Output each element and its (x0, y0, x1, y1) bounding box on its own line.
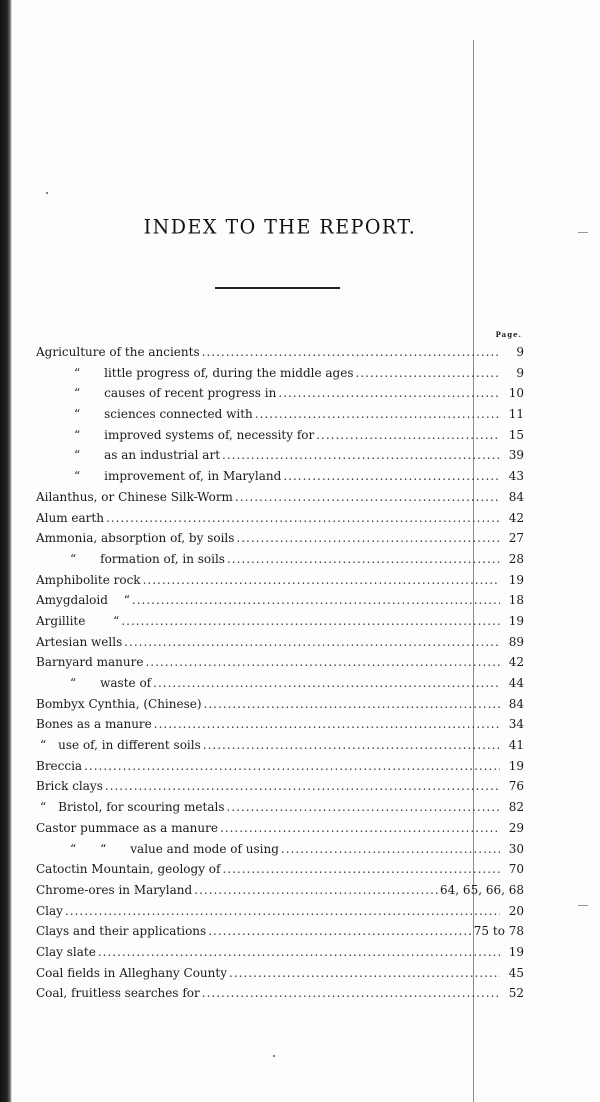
leader-dots (132, 590, 500, 611)
leader-dots (222, 445, 500, 466)
entry-label: “ waste of (70, 676, 152, 690)
entry-label: Agriculture of the ancients (36, 345, 200, 359)
entry-page: 42 (508, 655, 524, 670)
leader-dots (145, 652, 500, 673)
entry-page: 11 (508, 407, 524, 422)
entry-label: Amygdaloid “ (36, 593, 130, 608)
index-entry (36, 694, 524, 715)
entry-label: Castor pummace as a manure (36, 820, 218, 835)
index-entry (36, 570, 524, 591)
entry-page: 27 (508, 531, 524, 546)
entry-label: Ammonia, absorption of, by soils (36, 531, 235, 546)
entry-page: 41 (508, 738, 524, 753)
leader-dots (154, 714, 500, 735)
index-entry (36, 487, 524, 508)
entry-page: 18 (508, 593, 524, 608)
entry-label: Brick clays (36, 779, 103, 794)
index-entry (36, 963, 524, 984)
page-column-header: Page. (495, 330, 522, 339)
entry-page: 64, 65, 66, 68 (440, 882, 524, 897)
leader-dots (202, 342, 500, 363)
ink-speck (46, 192, 48, 194)
entry-page: 75 to 78 (473, 924, 524, 939)
entry-label: Coal fields in Alleghany County (36, 965, 227, 980)
leader-dots (202, 983, 500, 1004)
leader-dots (124, 632, 500, 653)
entry-label: “ “ value and mode of using (70, 841, 279, 856)
leader-dots (153, 673, 500, 694)
ink-speck (273, 1055, 275, 1057)
entry-label: “ sciences connected with (74, 407, 253, 422)
leader-dots (236, 528, 500, 549)
entry-page: 30 (508, 841, 524, 856)
leader-dots (235, 487, 500, 508)
index-entry (36, 942, 524, 963)
page-title: INDEX TO THE REPORT. (143, 215, 417, 239)
entry-label: Argillite “ (36, 613, 120, 628)
entry-page: 70 (508, 862, 524, 877)
index-entry (36, 404, 524, 425)
entry-page: 43 (508, 469, 524, 484)
entry-label: Barnyard manure (36, 655, 144, 670)
entry-label: “ as an industrial art (74, 448, 221, 463)
entry-label: “ improved systems of, necessity for (74, 427, 315, 442)
index-entry (36, 445, 524, 466)
leader-dots (229, 963, 500, 984)
title-rule (215, 287, 340, 289)
leader-dots (98, 942, 500, 963)
index-entry (36, 756, 524, 777)
entry-label: “ use of, in different soils (40, 738, 201, 753)
index-entry (36, 508, 524, 529)
index-entry (36, 549, 524, 570)
entry-page: 9 (516, 345, 524, 359)
entry-label: “ improvement of, in Maryland (74, 469, 282, 484)
entry-label: Catoctin Mountain, geology of (36, 862, 221, 877)
leader-dots (255, 404, 500, 425)
index-entry (36, 880, 524, 901)
entry-page: 39 (508, 448, 524, 463)
leader-dots (283, 466, 500, 487)
leader-dots (194, 880, 438, 901)
index-entry (36, 383, 524, 404)
index-entry (36, 652, 524, 673)
entry-page: 28 (508, 551, 524, 566)
index-list (36, 342, 524, 1004)
entry-label: Ailanthus, or Chinese Silk-Worm (36, 489, 233, 504)
index-entry (36, 776, 524, 797)
index-entry (36, 983, 524, 1004)
index-entry (36, 363, 524, 384)
leader-dots (203, 735, 500, 756)
entry-label: Clay (36, 903, 63, 918)
entry-page: 76 (508, 779, 524, 794)
entry-page: 15 (508, 427, 524, 442)
leader-dots (220, 818, 500, 839)
index-entry (36, 590, 524, 611)
index-entry (36, 735, 524, 756)
leader-dots (121, 611, 500, 632)
entry-page: 29 (508, 820, 524, 835)
leader-dots (227, 549, 500, 570)
entry-label: Coal, fruitless searches for (36, 986, 200, 1001)
entry-label: “ little progress of, during the middle ages (74, 365, 354, 380)
leader-dots (84, 756, 500, 777)
entry-label: Clay slate (36, 944, 96, 959)
entry-page: 84 (508, 696, 524, 711)
entry-page: 84 (508, 489, 524, 504)
index-entry (36, 714, 524, 735)
entry-page: 34 (508, 717, 524, 732)
index-entry (36, 342, 524, 363)
leader-dots (227, 797, 501, 818)
index-entry (36, 425, 524, 446)
leader-dots (355, 363, 500, 384)
leader-dots (143, 570, 500, 591)
leader-dots (106, 508, 500, 529)
entry-page: 89 (508, 634, 524, 649)
entry-page: 82 (508, 800, 524, 815)
entry-page: 10 (508, 386, 524, 401)
leader-dots (281, 839, 500, 860)
leader-dots (316, 425, 500, 446)
entry-page: 19 (508, 613, 524, 628)
entry-label: “ causes of recent progress in (74, 386, 277, 401)
entry-page: 20 (508, 903, 524, 918)
margin-mark (578, 905, 588, 906)
entry-page: 44 (508, 676, 524, 690)
entry-label: “ formation of, in soils (70, 551, 225, 566)
leader-dots (204, 694, 500, 715)
entry-page: 52 (508, 986, 524, 1001)
index-entry (36, 921, 524, 942)
index-entry (36, 673, 524, 694)
entry-label: Alum earth (36, 510, 104, 525)
leader-dots (65, 901, 500, 922)
index-entry (36, 611, 524, 632)
book-binding-edge (0, 0, 12, 1102)
leader-dots (222, 859, 500, 880)
leader-dots (105, 776, 500, 797)
entry-page: 42 (508, 510, 524, 525)
entry-page: 9 (516, 365, 524, 380)
index-entry (36, 632, 524, 653)
entry-page: 19 (508, 572, 524, 587)
entry-page: 19 (508, 758, 524, 773)
index-entry (36, 859, 524, 880)
entry-label: Breccia (36, 758, 83, 773)
index-entry (36, 818, 524, 839)
entry-label: Chrome-ores in Maryland (36, 882, 193, 897)
leader-dots (208, 921, 472, 942)
entry-label: Bombyx Cynthia, (Chinese) (36, 696, 202, 711)
entry-label: Artesian wells (36, 634, 123, 649)
entry-page: 19 (508, 944, 524, 959)
entry-label: Amphibolite rock (36, 572, 141, 587)
entry-label: Bones as a manure (36, 717, 152, 732)
index-entry (36, 901, 524, 922)
entry-label: Clays and their applications (36, 924, 207, 939)
index-entry (36, 466, 524, 487)
entry-page: 45 (508, 965, 524, 980)
index-entry (36, 797, 524, 818)
entry-label: “ Bristol, for scouring metals (40, 800, 225, 815)
leader-dots (278, 383, 500, 404)
index-entry (36, 528, 524, 549)
index-entry (36, 839, 524, 860)
